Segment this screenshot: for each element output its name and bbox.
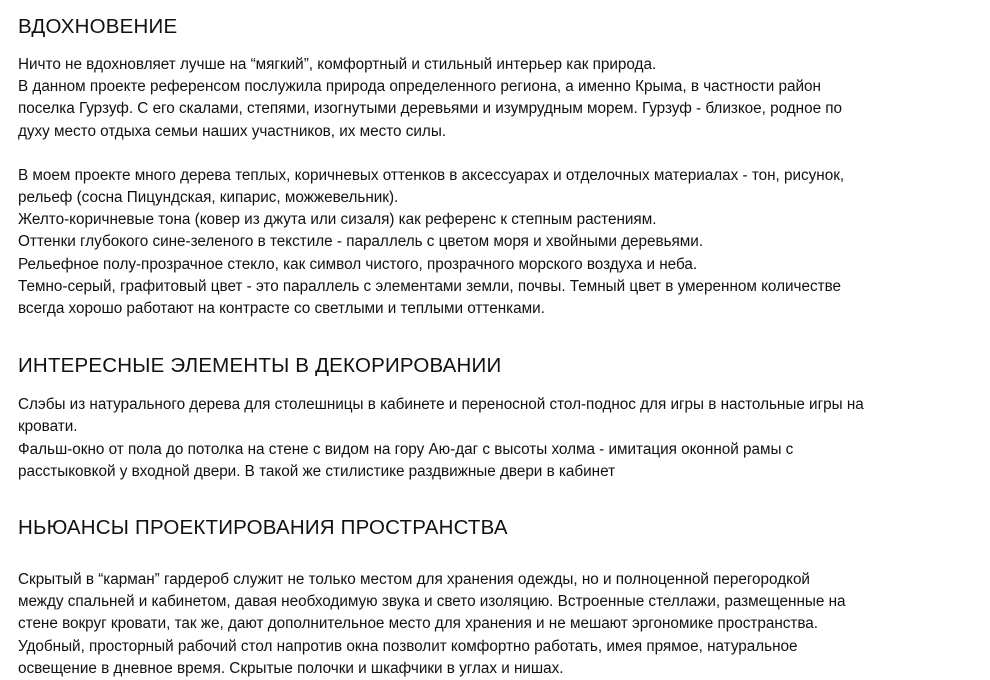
text-line: рельеф (сосна Пицундская, кипарис, можжевельник).	[18, 189, 399, 207]
text-line: Слэбы из натурального дерева для столешницы в кабинете и переносной стол-поднос для игры в настольные игры на	[18, 396, 864, 414]
text-line: поселка Гурзуф. С его скалами, степями, изогнутыми деревьями и изумрудным морем. Гурзуф - близкое, родное по	[18, 100, 843, 118]
text-line: Фальш-окно от пола до потолка на стене с видом на гору Аю-даг с высоты холма - имитация оконной рамы с	[18, 440, 794, 458]
text-line: Скрытый в “карман” гардероб служит не только местом для хранения одежды, но и полноценной перегородкой	[18, 571, 810, 589]
spacer	[18, 483, 976, 515]
spacer	[18, 143, 976, 165]
text-line: Ничто не вдохновляет лучше на “мягкий”, комфортный и стильный интерьер как природа.	[18, 56, 657, 73]
section-inspiration	[18, 14, 976, 320]
section-heading-decor-elements: ИНТЕРЕСНЫЕ ЭЛЕМЕНТЫ В ДЕКОРИРОВАНИИ	[18, 354, 502, 378]
text-line: всегда хорошо работают на контрасте со светлыми и теплыми оттенками.	[18, 300, 545, 318]
paragraph-block-decor-details	[18, 394, 976, 483]
text-line: расстыковкой у входной двери. В такой же стилистике раздвижные двери в кабинет	[18, 462, 616, 480]
text-line: В данном проекте референсом послужила природа определенного региона, а именно Крыма, в частности район	[18, 78, 821, 96]
text-line: В моем проекте много дерева теплых, коричневых оттенков в аксессуарах и отделочных материалах - тон, рисунок,	[18, 166, 845, 184]
paragraph-block-space-solutions	[18, 569, 976, 680]
spacer	[18, 40, 976, 54]
text-line: освещение в дневное время. Скрытые полочки и шкафчики в углах и нишах.	[18, 659, 564, 677]
spacer	[18, 379, 976, 394]
section-space-planning	[18, 515, 976, 680]
paragraph-block-nature-reference	[18, 54, 976, 143]
section-decor-elements	[18, 353, 976, 483]
spacer	[18, 320, 976, 353]
text-line: Рельефное полу-прозрачное стекло, как символ чистого, прозрачного морского воздуха и неба.	[18, 255, 698, 273]
text-line: кровати.	[18, 418, 78, 436]
text-line: Желто-коричневые тона (ковер из джута или сизаля) как референс к степным растениям.	[18, 211, 657, 229]
spacer	[18, 541, 976, 569]
text-line: между спальней и кабинетом, давая необходимую звука и свето изоляцию. Встроенные стеллажи, размещенные на	[18, 593, 846, 611]
section-heading-inspiration: ВДОХНОВЕНИЕ	[18, 15, 178, 38]
text-line: Удобный, просторный рабочий стол напротив окна позволит комфортно работать, имея прямое, натуральное	[18, 637, 798, 655]
paragraph-block-materials-palette	[18, 165, 976, 320]
text-line: Оттенки глубокого сине-зеленого в текстиле - параллель с цветом моря и хвойными деревьями.	[18, 233, 704, 251]
text-line: Темно-серый, графитовый цвет - это параллель с элементами земли, почвы. Темный цвет в умеренном количестве	[18, 277, 841, 295]
text-line: стене вокруг кровати, так же, дают дополнительное место для хранения и не мешают эргономике пространства.	[18, 615, 819, 633]
text-line: духу место отдыха семьи наших участников, их место силы.	[18, 122, 447, 140]
section-heading-space-planning: НЬЮАНСЫ ПРОЕКТИРОВАНИЯ ПРОСТРАНСТВА	[18, 516, 508, 540]
